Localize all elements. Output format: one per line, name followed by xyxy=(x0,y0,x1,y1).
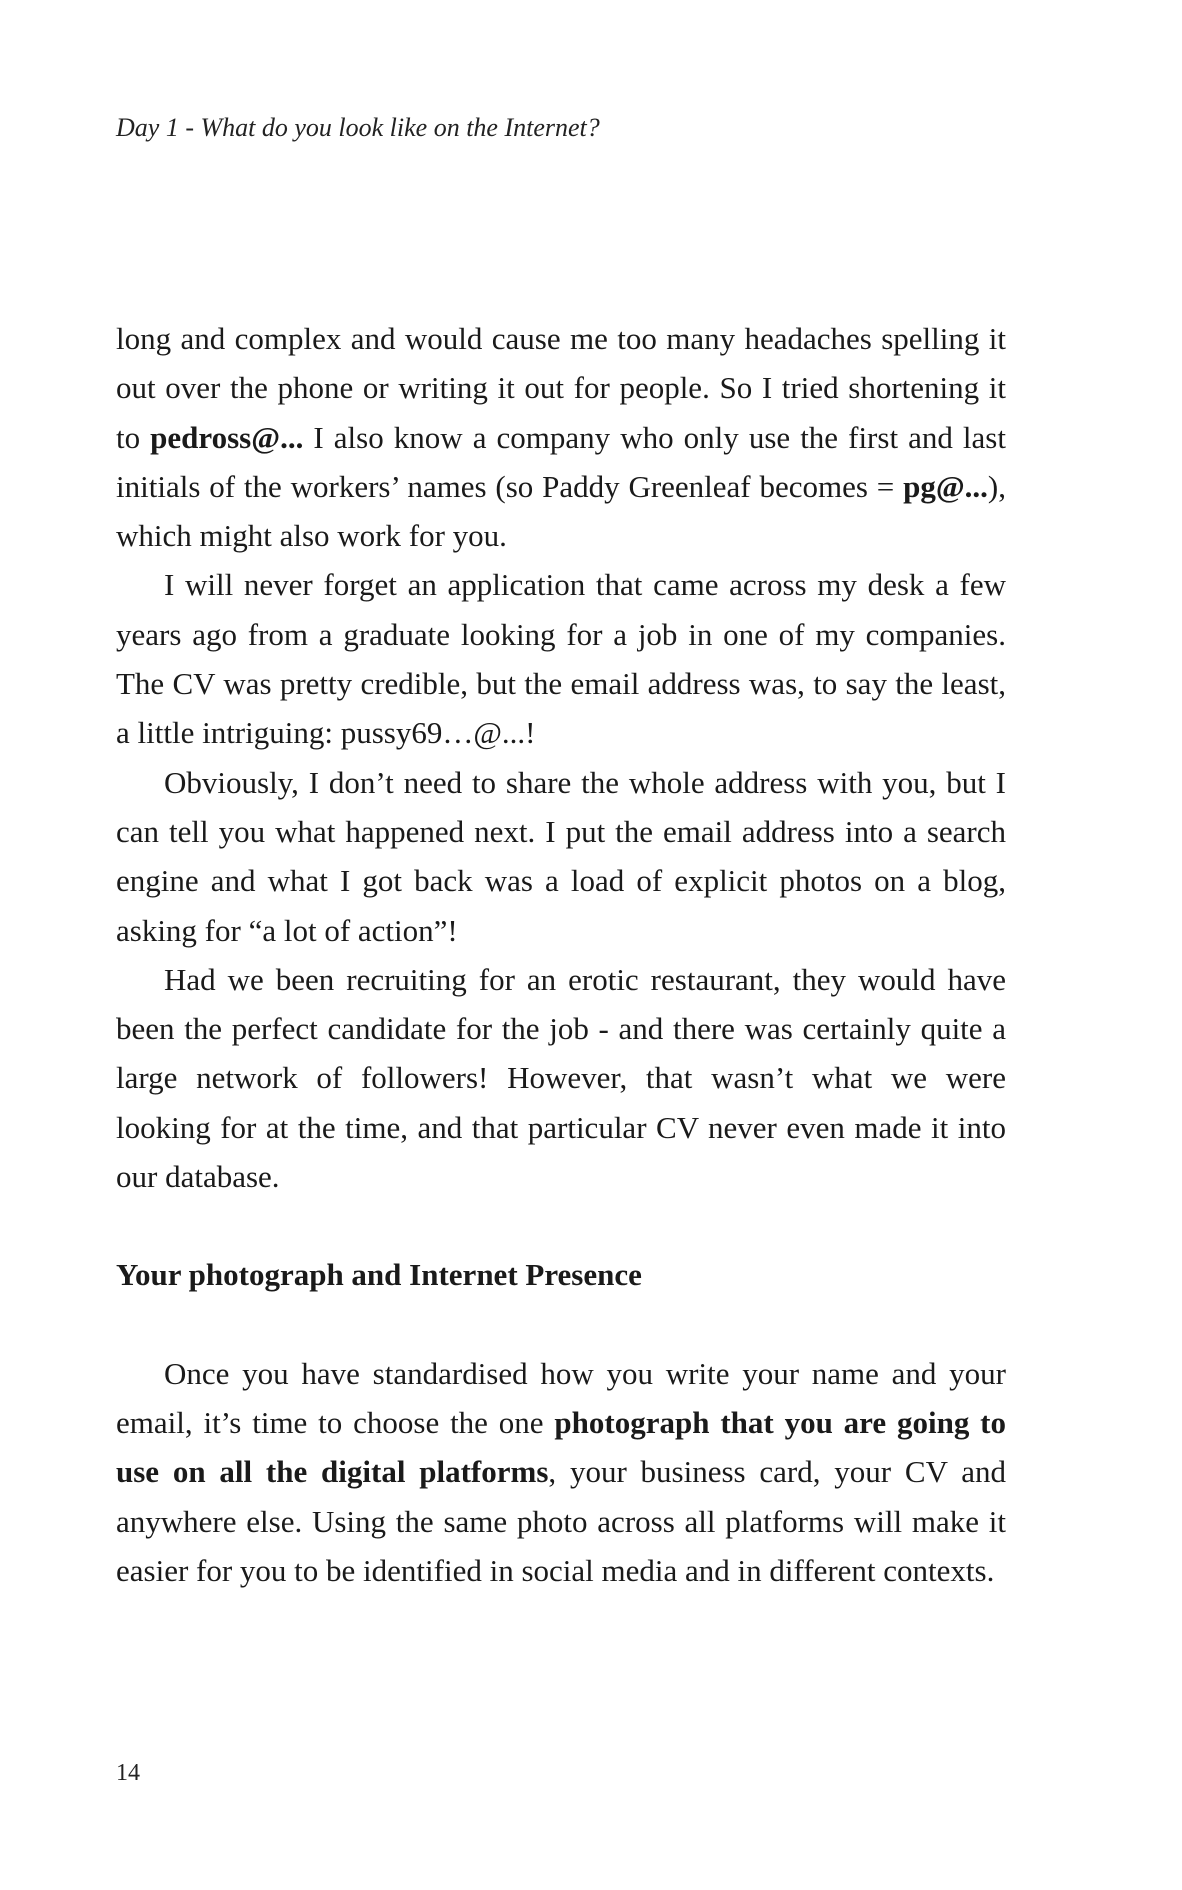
section-paragraph-1 xyxy=(116,1349,1006,1595)
paragraph-1-text-3: ), which might also work for you. xyxy=(116,468,1006,554)
paragraph-2 xyxy=(116,560,1006,757)
paragraph-1-text-2: I also know a company who only use the first and last initials of the workers’ names (so Paddy Greenleaf becomes = xyxy=(116,419,1006,504)
section-paragraph-1-text: Once you have standardised how you write your name and your email, it’s time to choose the one xyxy=(116,1355,1006,1440)
section-paragraph-1-text-2: , your business card, your CV and anywhere else. Using the same photo across all platforms will make it easier for you to be identified in social media and in different contexts. xyxy=(116,1454,1006,1588)
paragraph-4-text: Had we been recruiting for an erotic restaurant, they would have been the perfect candidate for the job - and there was certainly quite a large network of followers! However, that wasn’t what we were looking for at the time, and that particular CV never even made it into our database. xyxy=(116,961,1006,1195)
paragraph-4 xyxy=(116,955,1006,1201)
page-number: 14 xyxy=(116,1760,140,1786)
email-example-pedross: pedross@... xyxy=(150,419,304,455)
paragraph-1-text: long and complex and would cause me too many headaches spelling it out over the phone or writing it out for people. So I tried shortening it to xyxy=(116,321,1006,455)
running-head: Day 1 - What do you look like on the Internet? xyxy=(116,113,600,142)
paragraph-3-text: Obviously, I don’t need to share the whole address with you, but I can tell you what happened next. I put the email address into a search engine and what I got back was a load of explicit photos on a blog, asking for “a lot of action”! xyxy=(116,764,1006,948)
paragraph-1 xyxy=(116,314,1006,560)
paragraph-3 xyxy=(116,758,1006,955)
body-text xyxy=(116,314,1006,1595)
paragraph-2-text: I will never forget an application that came across my desk a few years ago from a graduate looking for a job in one of my companies. The CV was pretty credible, but the email address was, to say the least, a little intriguing: pussy69…@...! xyxy=(116,567,1006,751)
section-paragraph-1-emphasis: photograph that you are going to use on all the digital platforms xyxy=(116,1404,1007,1490)
section-heading: Your photograph and Internet Presence xyxy=(116,1257,642,1293)
email-example-pg: pg@... xyxy=(903,468,988,504)
